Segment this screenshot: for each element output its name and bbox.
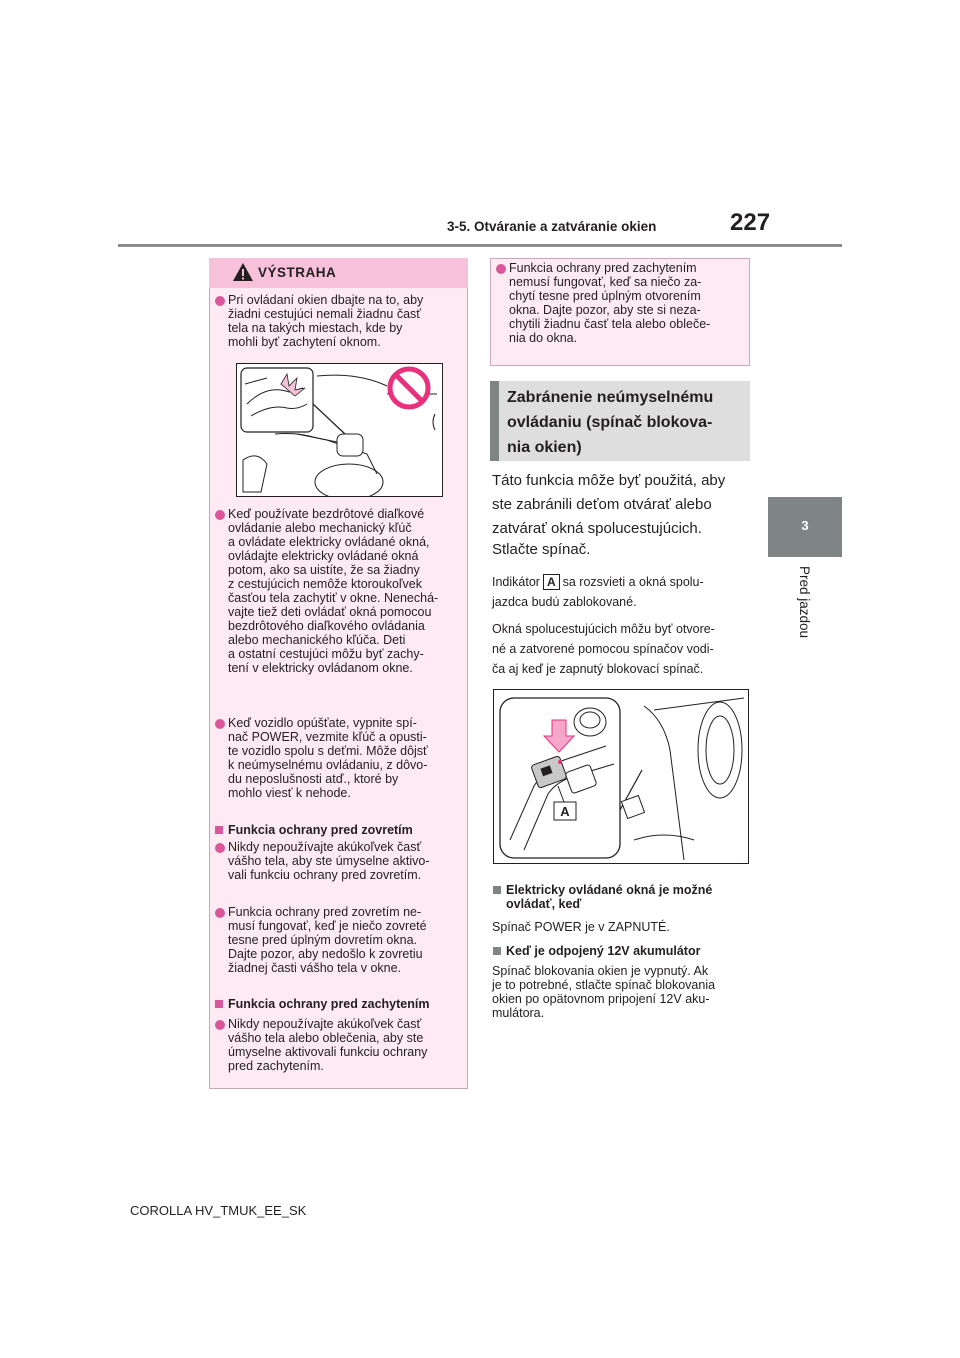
indicator-note-line2: jazdca budú zablokované.	[492, 595, 637, 609]
section-title-bar	[490, 381, 499, 461]
warning-title: VÝSTRAHA	[258, 265, 337, 280]
section-title: Zabránenie neúmyselnému ovládaniu (spínač blokova- nia okien)	[507, 389, 714, 456]
chapter-number: 3	[801, 518, 809, 533]
warning-item-1: Pri ovládaní okien dbajte na to, aby žiadni cestujúci nemali žiadnu časť tela na takých miestach, kde by mohli byť zachytení oknom.	[228, 293, 424, 349]
square-bullet-icon	[215, 1000, 223, 1008]
lock-switch-drawing	[494, 690, 748, 863]
condition-text-2: Spínač blokovania okien je vypnutý. Ak je to potrebné, stlačte spínač blokovania okien po opätovnom pripojení 12V aku- mulátora.	[492, 964, 716, 1020]
warning-subheading-1: Funkcia ochrany pred zovretím	[228, 823, 413, 837]
bullet-icon	[215, 908, 225, 918]
bullet-icon	[215, 296, 225, 306]
lock-switch-illustration	[493, 689, 749, 864]
condition-heading-2: Keď je odpojený 12V akumulátor	[506, 944, 701, 958]
condition-heading-1: Elektricky ovládané okná je možné ovládať, keď	[506, 883, 713, 911]
warning-item-7: Funkcia ochrany pred zachytením nemusí fungovať, keď sa niečo za- chytí tesne pred úplným otvorením okna. Dajte pozor, aby ste si neza- chytili žiadnu časť tela alebo obleče- nia do okna.	[509, 261, 711, 345]
warning-item-6: Nikdy nepoužívajte akúkoľvek časť vášho tela alebo oblečenia, aby ste úmyselne aktivovali funkciu ochrany pred zachytením.	[228, 1017, 428, 1073]
section-heading: 3-5. Otváranie a zatváranie okien	[447, 219, 657, 234]
warning-subheading-2: Funkcia ochrany pred zachytením	[228, 997, 430, 1011]
square-bullet-icon	[493, 947, 501, 955]
section-intro: Táto funkcia môže byť použitá, aby ste zabránili deťom otvárať alebo zatvárať okná spolucestujúcich.	[492, 472, 726, 537]
indicator-note-pre: Indikátor	[492, 575, 540, 589]
callout-a-marker: A	[560, 804, 570, 819]
warning-item-2: Keď používate bezdrôtové diaľkové ovládanie alebo mechanický kľúč a ovládate elektricky ovládané okná, ovládajte elektricky ovládané okná potom, ako sa uistíte, že sa žiadny z cestujúcich nemôže ktoroukoľvek časťou tela zachytiť v okne. Nenechá- vajte tiež deti ovládať okná pomocou bezdrôtového diaľkového ovládania alebo mechanického kľúča. Deti a ostatní cestujúci môžu byť zachy- tení v elektricky ovládanom okne.	[228, 507, 439, 675]
indicator-note	[492, 572, 754, 612]
warning-item-4: Nikdy nepoužívajte akúkoľvek časť vášho tela, aby ste úmyselne aktivo- vali funkciu ochrany pred zovretím.	[228, 840, 430, 882]
window-pinch-drawing	[237, 364, 442, 496]
condition-text-1: Spínač POWER je v ZAPNUTÉ.	[492, 920, 670, 934]
warning-triangle-icon	[232, 262, 254, 282]
chapter-label-text: Pred jazdou	[797, 566, 812, 639]
driver-switch-note: Okná spolucestujúcich môžu byť otvore- né a zatvorené pomocou spínačov vodi- ča aj keď je zapnutý blokovací spínač.	[492, 622, 715, 676]
bullet-icon	[215, 510, 225, 520]
window-pinch-illustration	[236, 363, 443, 497]
callout-a-label: A	[543, 574, 560, 590]
warning-item-3: Keď vozidlo opúšťate, vypnite spí- nač POWER, vezmite kľúč a opusti- te vozidlo spolu s deťmi. Môže dôjsť k neúmyselnému ovládaniu, z dôvo- du neposlušnosti atď., ktoré by mohlo viesť k nehode.	[228, 716, 428, 800]
instruction: Stlačte spínač.	[492, 541, 591, 558]
square-bullet-icon	[493, 886, 501, 894]
bullet-icon	[215, 1020, 225, 1030]
square-bullet-icon	[215, 826, 223, 834]
header-rule	[118, 244, 842, 247]
bullet-icon	[215, 719, 225, 729]
bullet-icon	[496, 264, 506, 274]
footer-model-code: COROLLA HV_TMUK_EE_SK	[130, 1203, 307, 1218]
warning-item-5: Funkcia ochrany pred zovretím ne- musí fungovať, keď je niečo zovreté tesne pred úplným dovretím okna. Dajte pozor, aby nedošlo k zovretiu žiadnej časti vášho tela v okne.	[228, 905, 427, 975]
bullet-icon	[215, 843, 225, 853]
chapter-label	[796, 566, 816, 656]
indicator-note-post: sa rozsvieti a okná spolu-	[562, 575, 704, 589]
page-number: 227	[730, 209, 771, 236]
